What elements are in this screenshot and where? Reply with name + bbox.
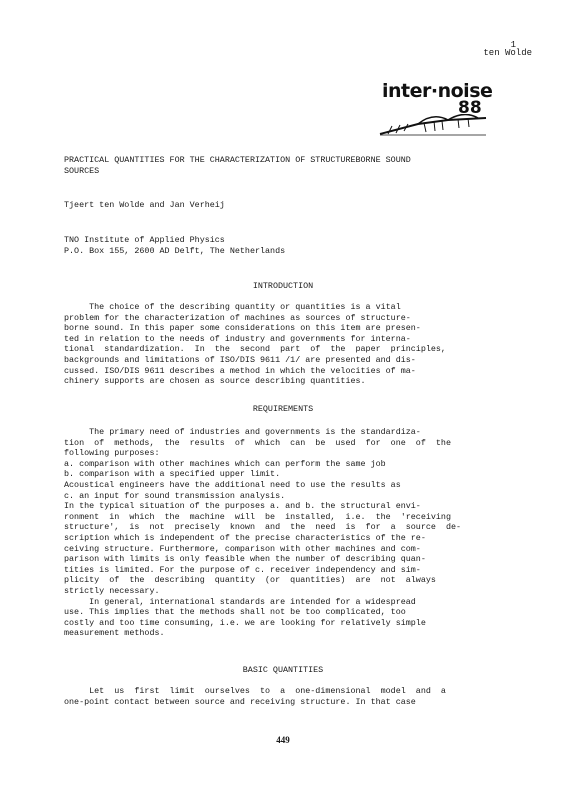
text-line: In general, international standards are intended for a widespread: [64, 596, 416, 607]
text-line: ceiving structure. Furthermore, comparison with other machines and com-: [64, 543, 421, 554]
internoise-logo: [378, 78, 508, 138]
text-line: b. comparison with a specified upper limit.: [64, 469, 281, 480]
text-line: ronment in which the machine will be installed, i.e. the 'receiving: [64, 511, 451, 522]
text-line: borne sound. In this paper some considerations on this item are presen-: [64, 323, 421, 334]
text-line: plicity of the describing quantity (or quantities) are not always: [64, 575, 436, 586]
page-mark: 1: [510, 40, 516, 50]
text-line: c. an input for sound transmission analysis.: [64, 490, 286, 501]
heading-requirements: REQUIREMENTS: [252, 404, 314, 414]
text-line: parison with limits is only feasible when the number of describing quan-: [64, 554, 426, 565]
logo-wordmark: inter·noise: [382, 80, 493, 102]
text-line: strictly necessary.: [64, 585, 160, 596]
text-line: one-point contact between source and receiving structure. In that case: [64, 696, 416, 707]
text-line: scription which is independent of the precise characteristics of the re-: [64, 532, 426, 543]
heading-introduction: INTRODUCTION: [252, 281, 314, 291]
paper-title-line1: PRACTICAL QUANTITIES FOR THE CHARACTERIZATION OF STRUCTUREBORNE SOUND: [64, 155, 411, 165]
text-line: measurement methods.: [64, 628, 165, 639]
text-line: Acoustical engineers have the additional need to use the results as: [64, 479, 401, 490]
text-line: backgrounds and limitations of ISO/DIS 9611 /1/ are presented and dis-: [64, 354, 416, 365]
text-line: Let us first limit ourselves to a one-dimensional model and a: [64, 686, 446, 696]
text-line: tional standardization. In the second part of the paper principles,: [64, 344, 446, 355]
text-line: tities is limited. For the purpose of c. receiver independency and sim-: [64, 564, 421, 575]
basic-quantities-body: [64, 686, 446, 707]
authors: Tjeert ten Wolde and Jan Verheij: [64, 200, 225, 210]
affiliation-line2: P.O. Box 155, 2600 AD Delft, The Netherlands: [64, 246, 286, 256]
page-number: 449: [276, 735, 290, 745]
text-line: chinery supports are chosen as source describing quantities.: [64, 376, 366, 387]
text-line: cussed. ISO/DIS 9611 describes a method in which the velocities of ma-: [64, 365, 416, 376]
text-line: tion of methods, the results of which can be used for one of the: [64, 437, 451, 448]
text-line: following purposes:: [64, 448, 160, 459]
affiliation-line1: TNO Institute of Applied Physics: [64, 235, 225, 245]
text-line: use. This implies that the methods shall not be too complicated, too: [64, 607, 406, 618]
introduction-body: [64, 302, 446, 387]
text-line: The primary need of industries and governments is the standardiza-: [64, 427, 421, 437]
text-line: ted in relation to the needs of industry and governments for interna-: [64, 333, 411, 344]
text-line: In the typical situation of the purposes a. and b. the structural envi-: [64, 501, 421, 512]
text-line: costly and too time consuming, i.e. we are looking for relatively simple: [64, 617, 426, 628]
running-author: ten Wolde: [483, 48, 532, 58]
text-line: structure', is not precisely known and the need is for a source de-: [64, 522, 462, 533]
bridge-icon: [378, 114, 488, 136]
logo-year: 88: [458, 98, 482, 118]
heading-basic-quantities: BASIC QUANTITIES: [242, 665, 324, 675]
text-line: The choice of the describing quantity or quantities is a vital: [64, 302, 401, 312]
paper-title-line2: SOURCES: [64, 166, 100, 176]
requirements-body: [64, 427, 461, 639]
text-line: a. comparison with other machines which can perform the same job: [64, 458, 386, 469]
text-line: problem for the characterization of machines as sources of structure-: [64, 312, 411, 323]
